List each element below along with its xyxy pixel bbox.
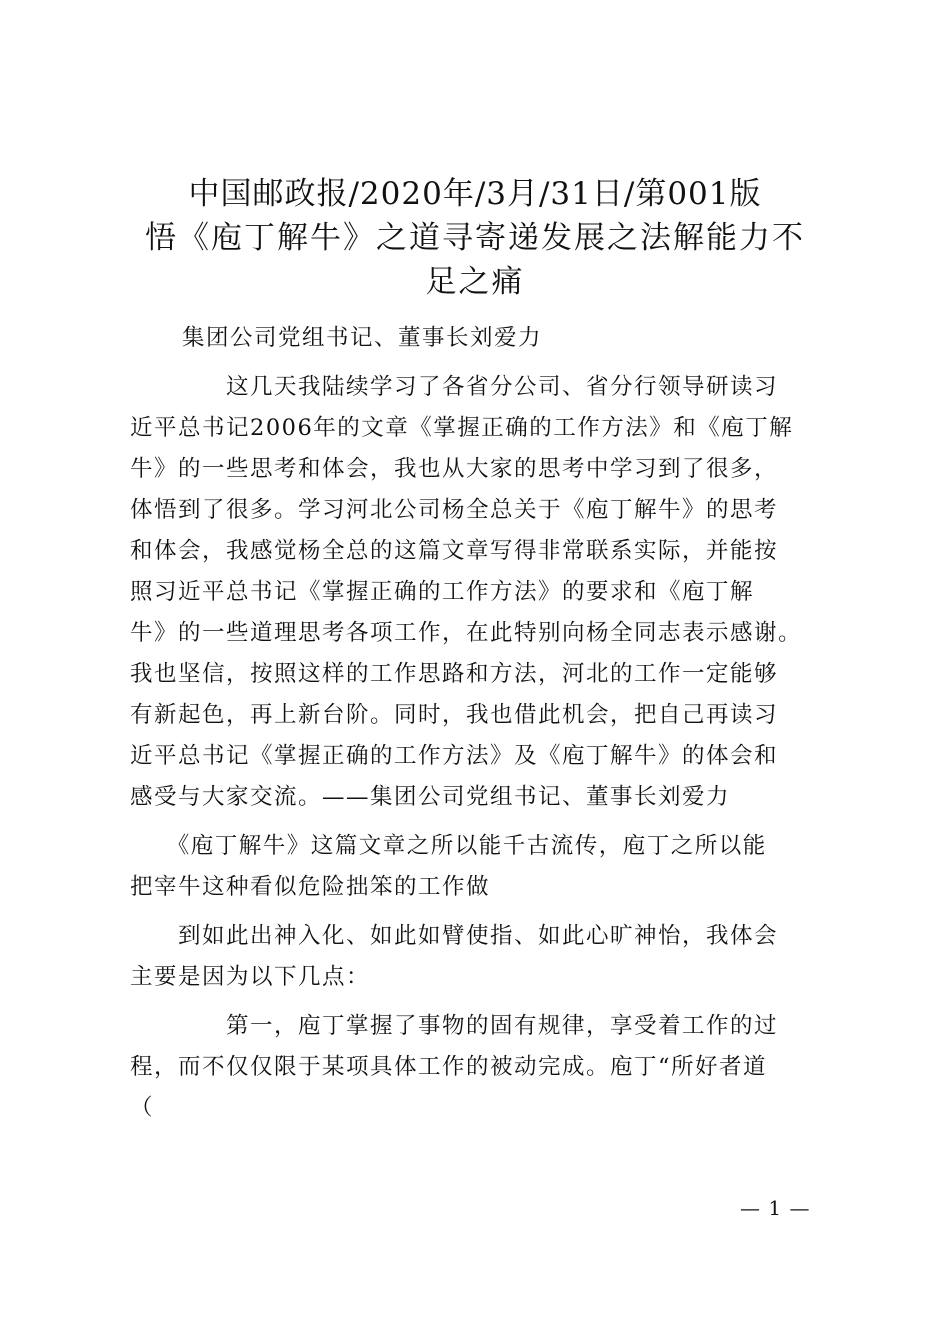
text-line: 照习近平总书记《掌握正确的工作方法》的要求和《庖丁解 (130, 579, 755, 605)
text-line: 体悟到了很多。学习河北公司杨全总关于《庖丁解牛》的思考 (130, 497, 779, 523)
paragraph-3 (130, 916, 820, 998)
source-line: 中国邮政报/2020年/3月/31日/第001版 (188, 176, 762, 212)
headline-line-2: 足之痛 (425, 264, 525, 300)
text-line: （ (130, 1095, 155, 1121)
page-number: — 1 — (740, 1196, 811, 1220)
text-line: 和体会，我感觉杨全总的这篇文章写得非常联系实际，并能按 (130, 538, 779, 564)
paragraph-4 (130, 1006, 820, 1129)
text-line: 主要是因为以下几点： (130, 964, 371, 990)
article-body (130, 318, 820, 1129)
text-line: 到如此出神入化、如此如臂使指、如此心旷神怡，我体会 (130, 923, 779, 949)
text-line: 牛》的一些思考和体会，我也从大家的思考中学习到了很多， (130, 456, 779, 482)
paragraph-2 (130, 826, 820, 908)
headline-line-1: 悟《庖丁解牛》之道寻寄递发展之法解能力不 (145, 220, 805, 256)
text-line: 我也坚信，按照这样的工作思路和方法，河北的工作一定能够 (130, 661, 779, 687)
author-line: 集团公司党组书记、董事长刘爱力 (182, 325, 543, 351)
title-block (130, 172, 820, 304)
text-line: 近平总书记《掌握正确的工作方法》及《庖丁解牛》的体会和 (130, 743, 779, 769)
text-line: 牛》的一些道理思考各项工作，在此特别向杨全同志表示感谢。 (130, 620, 803, 646)
text-line: 第一，庖丁掌握了事物的固有规律，享受着工作的过 (130, 1013, 779, 1039)
text-line: 程，而不仅仅限于某项具体工作的被动完成。庖丁“所好者道 (130, 1054, 768, 1080)
text-line: 把宰牛这种看似危险拙笨的工作做 (130, 874, 491, 900)
text-line: 感受与大家交流。——集团公司党组书记、董事长刘爱力 (130, 784, 731, 810)
text-line: 有新起色，再上新台阶。同时，我也借此机会，把自己再读习 (130, 702, 779, 728)
text-line: 近平总书记2006年的文章《掌握正确的工作方法》和《庖丁解 (130, 415, 794, 441)
paragraph-1 (130, 367, 820, 818)
text-line: 这几天我陆续学习了各省分公司、省分行领导研读习 (130, 374, 779, 400)
text-line: 《庖丁解牛》这篇文章之所以能千古流传，庖丁之所以能 (130, 833, 767, 859)
